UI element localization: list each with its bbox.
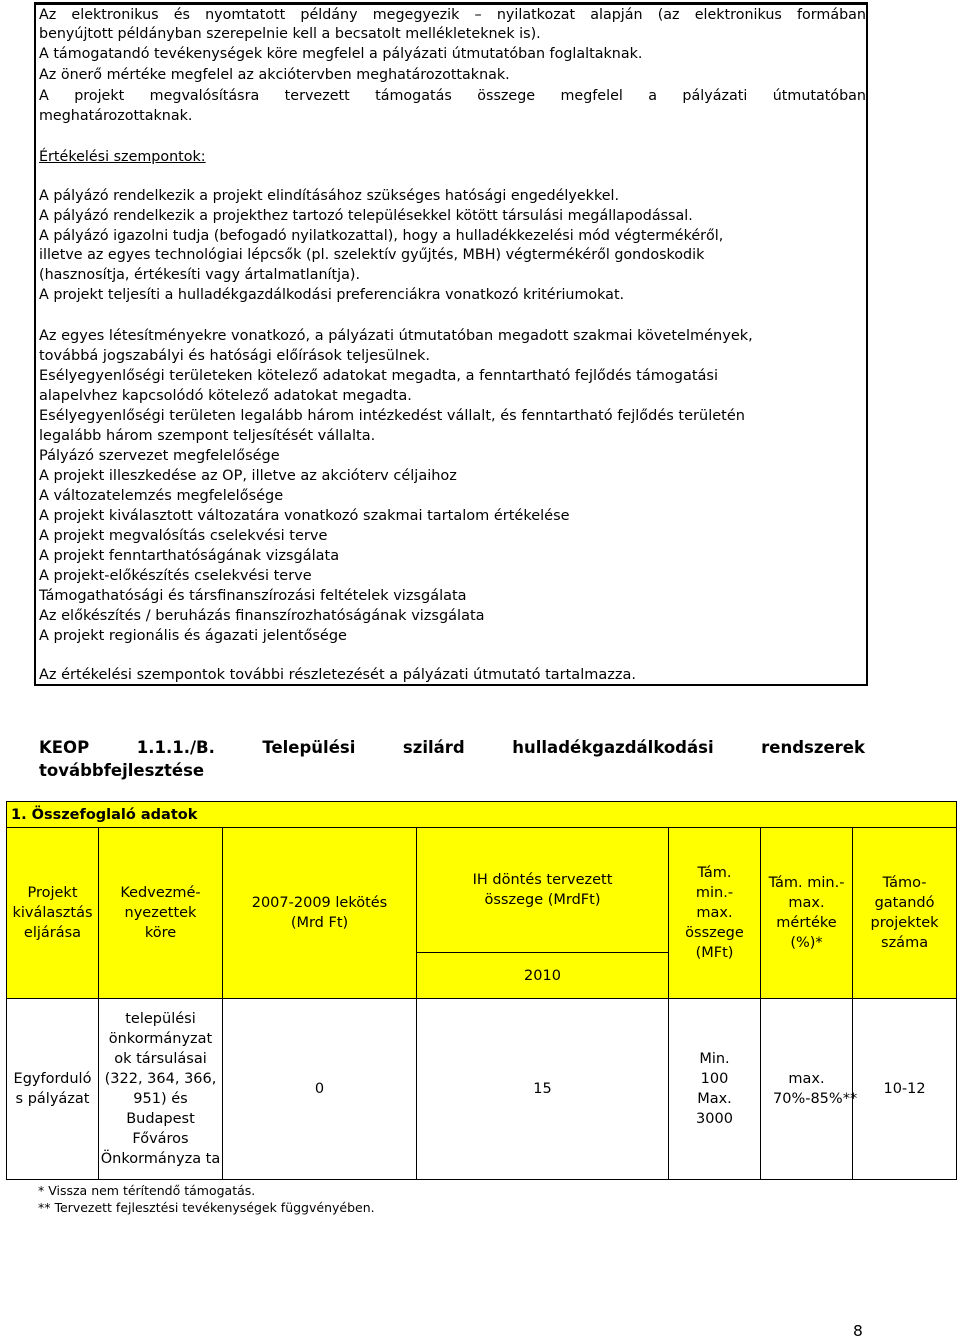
closing-line: Az értékelési szempontok további részletezését a pályázati útmutató tartalmazza. bbox=[39, 667, 636, 683]
requirement-line: Esélyegyenlőségi területen legalább három intézkedést vállalt, és fenntartható fejlődés területén bbox=[39, 408, 745, 424]
cell-rate-range: max. 70%-85%** bbox=[761, 999, 853, 1180]
footnote-1: * Vissza nem térítendő támogatás. bbox=[38, 1183, 256, 1198]
title-word: hulladékgazdálkodási bbox=[512, 738, 714, 757]
criteria-line: (hasznosítja, értékesíti vagy ártalmatlanítja). bbox=[39, 267, 360, 283]
header-commitment: 2007-2009 lekötés (Mrd Ft) bbox=[223, 828, 417, 999]
box-line-6: meghatározottaknak. bbox=[39, 108, 193, 124]
criteria-line: A pályázó igazolni tudja (befogadó nyilatkozattal), hogy a hulladékkezelési mód végtermékéről, bbox=[39, 228, 724, 244]
box-line-5: A projekt megvalósításra tervezett támogatás összege megfelel a pályázati útmutatóban bbox=[39, 88, 866, 104]
requirement-line: A projekt kiválasztott változatára vonatkozó szakmai tartalom értékelése bbox=[39, 508, 570, 524]
requirement-line: legalább három szempont teljesítését vállalta. bbox=[39, 428, 376, 444]
requirement-line: továbbá jogszabályi és hatósági előírások teljesülnek. bbox=[39, 348, 431, 364]
box-line-1: Az elektronikus és nyomtatott példány megegyezik – nyilatkozat alapján (az elektronikus formában bbox=[39, 7, 866, 23]
section-title bbox=[39, 736, 865, 782]
requirement-line: Esélyegyenlőségi területeken kötelező adatokat megadta, a fenntartható fejlődés támogatási bbox=[39, 368, 718, 384]
box-line-2: benyújtott példányban szerepelnie kell a becsatolt mellékleteknek is). bbox=[39, 26, 541, 42]
title-word: Települési bbox=[262, 738, 356, 757]
summary-table bbox=[6, 801, 957, 1180]
box-line-4: Az önerő mértéke megfelel az akciótervben meghatározottaknak. bbox=[39, 67, 510, 83]
header-project-count: Támo-gatandó projektek száma bbox=[853, 828, 957, 999]
title-word: KEOP bbox=[39, 738, 90, 757]
box-line-3: A támogatandó tevékenységek köre megfelel a pályázati útmutatóban foglaltaknak. bbox=[39, 46, 643, 62]
requirement-line: A projekt-előkészítés cselekvési terve bbox=[39, 568, 312, 584]
criteria-heading: Értékelési szempontok: bbox=[39, 149, 206, 165]
header-amount-range: Tám. min.-max. összege (MFt) bbox=[669, 828, 761, 999]
page-number: 8 bbox=[853, 1322, 863, 1340]
criteria-line: illetve az egyes technológiai lépcsők (pl. szelektív gyűjtés, MBH) végtermékéről gondoskodik bbox=[39, 247, 705, 263]
header-rate-range: Tám. min.-max. mértéke (%)* bbox=[761, 828, 853, 999]
requirement-line: A projekt fenntarthatóságának vizsgálata bbox=[39, 548, 340, 564]
requirement-line: alapelvhez kapcsolódó kötelező adatokat megadta. bbox=[39, 388, 412, 404]
requirement-line: Az előkészítés / beruházás finanszírozhatóságának vizsgálata bbox=[39, 608, 485, 624]
requirement-line: A változatelemzés megfelelősége bbox=[39, 488, 284, 504]
requirement-line: A projekt regionális és ágazati jelentősége bbox=[39, 628, 347, 644]
header-year: 2010 bbox=[417, 953, 669, 999]
requirement-line: Pályázó szervezet megfelelősége bbox=[39, 448, 280, 464]
table-section-header: 1. Összefoglaló adatok bbox=[7, 802, 957, 828]
title-word: 1.1.1./B. bbox=[136, 738, 215, 757]
criteria-line: A projekt teljesíti a hulladékgazdálkodási preferenciákra vonatkozó kritériumokat. bbox=[39, 287, 625, 303]
requirement-line: Az egyes létesítményekre vonatkozó, a pályázati útmutatóban megadott szakmai követelmények, bbox=[39, 328, 753, 344]
cell-commitment: 0 bbox=[223, 999, 417, 1180]
criteria-line: A pályázó rendelkezik a projekthez tartozó településekkel kötött társulási megállapodással. bbox=[39, 208, 693, 224]
cell-amount-range: Min. 100 Max. 3000 bbox=[669, 999, 761, 1180]
header-beneficiaries: Kedvezmé-nyezettek köre bbox=[99, 828, 223, 999]
criteria-line: A pályázó rendelkezik a projekt elindításához szükséges hatósági engedélyekkel. bbox=[39, 188, 620, 204]
footnote-2: ** Tervezett fejlesztési tevékenységek függvényében. bbox=[38, 1200, 375, 1215]
title-word: szilárd bbox=[402, 738, 465, 757]
title-word: rendszerek bbox=[761, 738, 865, 757]
cell-project-count: 10-12 bbox=[853, 999, 957, 1180]
cell-planned-amount: 15 bbox=[417, 999, 669, 1180]
cell-beneficiaries: települési önkormányzat ok társulásai (322, 364, 366, 951) és Budapest Főváros Önkormányza ta bbox=[99, 999, 223, 1180]
header-selection-procedure: Projekt kiválasztás eljárása bbox=[7, 828, 99, 999]
title-line-2: továbbfejlesztése bbox=[39, 761, 205, 780]
header-planned-amount: IH döntés tervezett összege (MrdFt) bbox=[417, 828, 669, 953]
cell-procedure: Egyforduló s pályázat bbox=[7, 999, 99, 1180]
requirement-line: Támogathatósági és társfinanszírozási feltételek vizsgálata bbox=[39, 588, 467, 604]
requirement-line: A projekt illeszkedése az OP, illetve az akcióterv céljaihoz bbox=[39, 468, 457, 484]
requirement-line: A projekt megvalósítás cselekvési terve bbox=[39, 528, 328, 544]
